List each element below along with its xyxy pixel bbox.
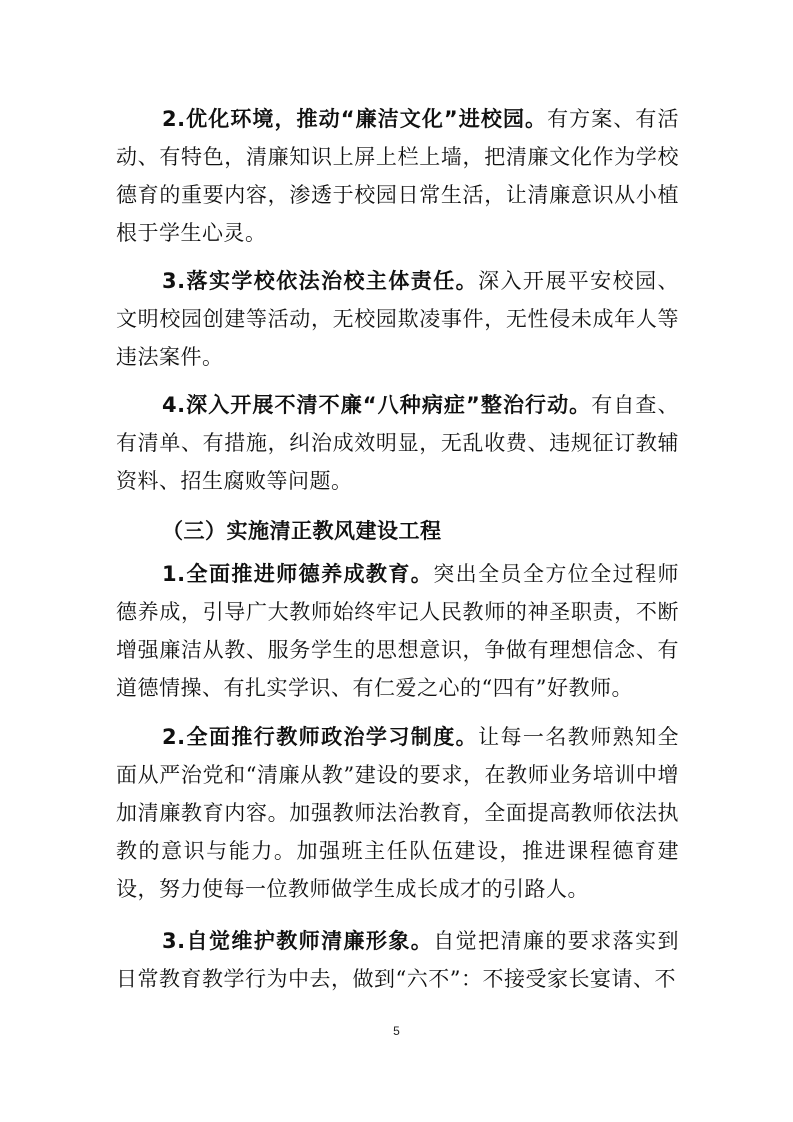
page-number: 5: [393, 1024, 400, 1038]
paragraph-body: 深入开展平安校园、文明校园创建等活动，无校园欺凌事件，无性侵未成年人等违法案件。: [116, 269, 679, 369]
paragraph-body: 自觉把清廉的要求落实到日常教育教学行为中去，做到“六不”：不接受家长宴请、不: [116, 929, 680, 991]
paragraph-item-3-rule-of-law: [116, 262, 679, 376]
paragraph-item-4-rectification: [116, 386, 679, 500]
paragraph-heading: 3.落实学校依法治校主体责任。: [162, 269, 479, 293]
paragraph-item-2-environment: [116, 100, 679, 252]
paragraph-body: 让每一名教师熟知全面从严治党和“清廉从教”建设的要求，在教师业务培训中增加清廉教育内容。加强教师法治教育，全面提高教师依法执教的意识与能力。加强班主任队伍建设，推进课程德育建设，努力使每一位教师做学生成长成才的引路人。: [116, 725, 679, 901]
paragraph-item-1-ethics: [116, 555, 679, 707]
paragraph-item-2-political-study: [116, 718, 679, 908]
paragraph-body: 有自查、有清单、有措施，纠治成效明显，无乱收费、违规征订教辅资料、招生腐败等问题。: [116, 393, 679, 493]
paragraph-heading: 1.全面推进师德养成教育。: [162, 562, 434, 586]
paragraph-item-3-integrity: [116, 922, 679, 998]
paragraph-heading: 2.全面推行教师政治学习制度。: [162, 725, 479, 749]
paragraph-body: 有方案、有活动、有特色，清廉知识上屏上栏上墙，把清廉文化作为学校德育的重要内容，渗透于校园日常生活，让清廉意识从小植根于学生心灵。: [116, 107, 679, 245]
section-heading-3: [116, 512, 679, 550]
paragraph-heading: 4.深入开展不清不廉“八种病症”整治行动。: [162, 393, 592, 417]
paragraph-heading: 2.优化环境，推动“廉洁文化”进校园。: [162, 107, 548, 131]
paragraph-body: 突出全员全方位全过程师德养成，引导广大教师始终牢记人民教师的神圣职责，不断增强廉洁从教、服务学生的思想意识，争做有理想信念、有道德情操、有扎实学识、有仁爱之心的“四有”好教师。: [116, 562, 680, 700]
section-title: （三）实施清正教风建设工程: [162, 519, 442, 543]
paragraph-heading: 3.自觉维护教师清廉形象。: [162, 929, 434, 953]
